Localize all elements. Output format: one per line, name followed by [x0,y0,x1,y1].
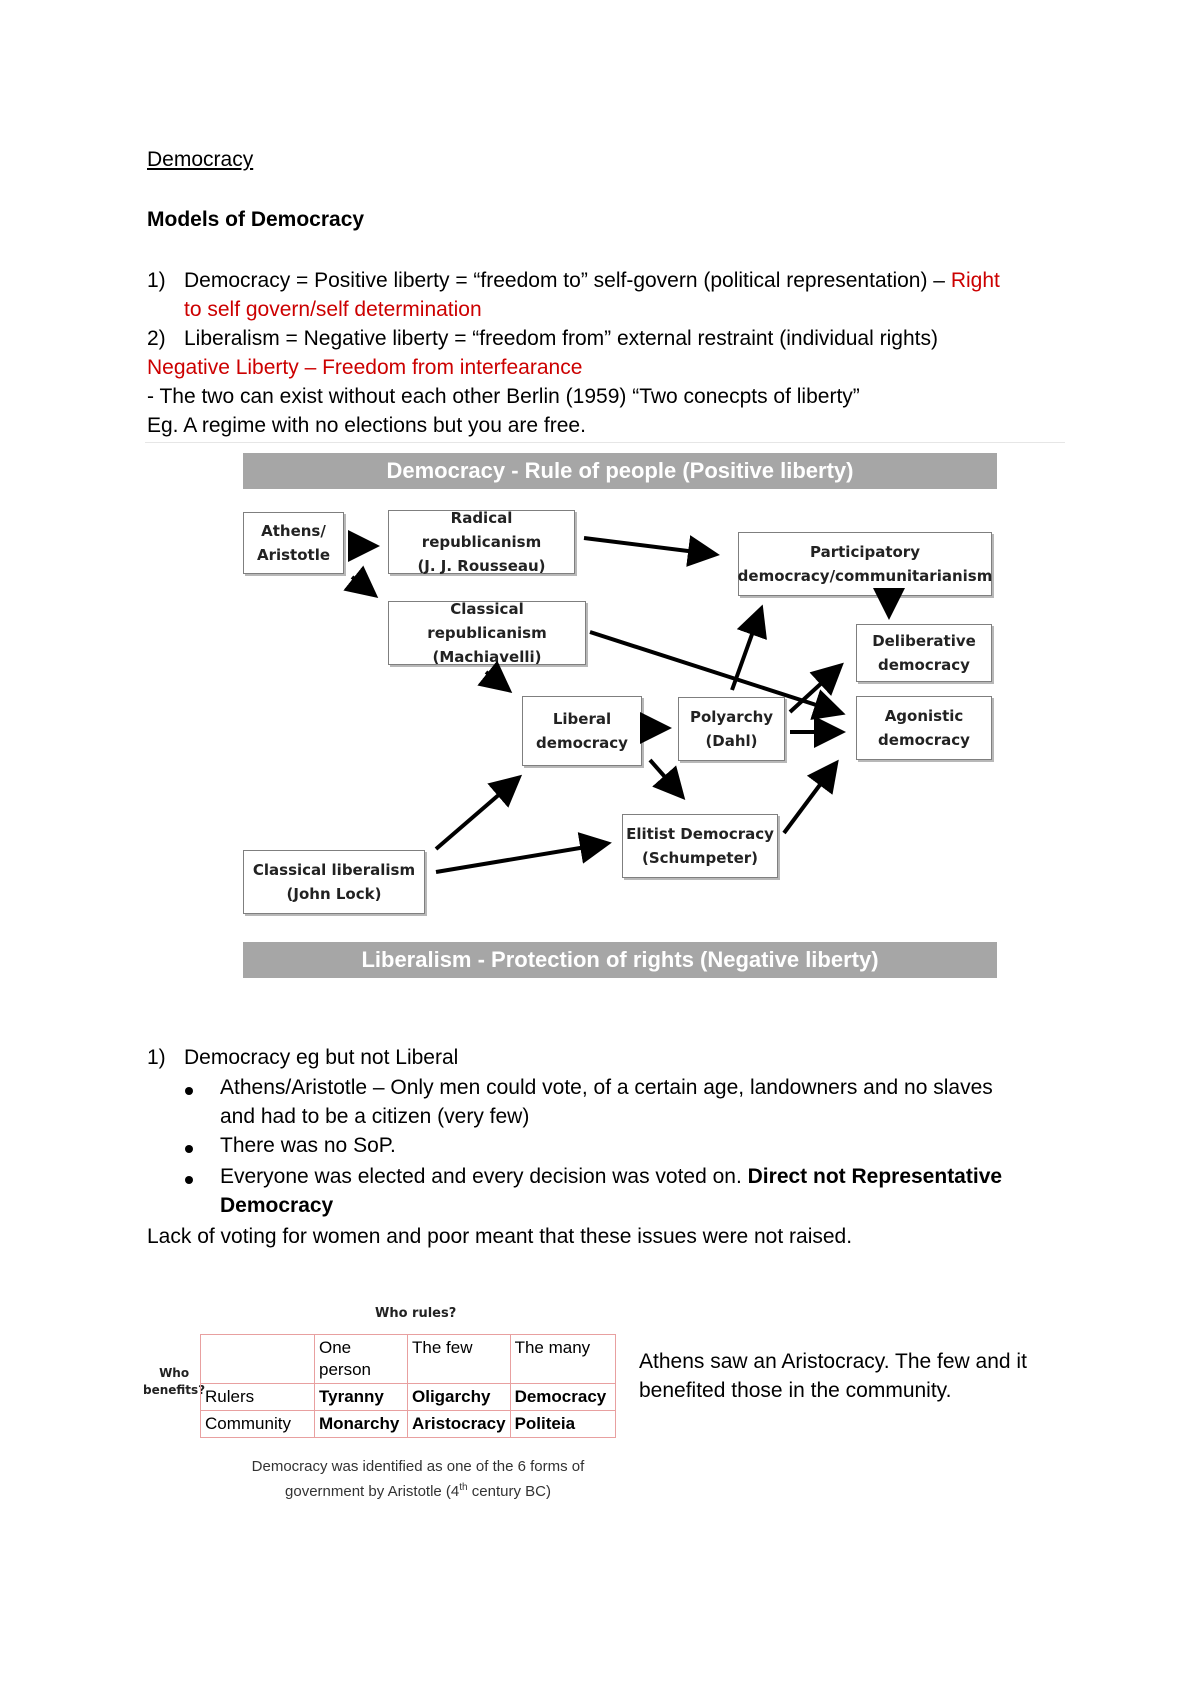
section2-heading [147,1043,458,1072]
list-number: 1) [147,269,166,292]
list-item-2 [147,324,938,353]
table-cell: Rulers [201,1384,315,1411]
section2-heading-text: Democracy eg but not Liberal [184,1046,459,1069]
table-cell: The many [510,1335,615,1384]
bullet-1-line-1: Athens/Aristotle – Only men could vote, of a certain age, landowners and no slaves [220,1076,993,1099]
table-caption: Democracy was identified as one of the 6 forms of government by Aristotle (4th century BC) [251,1458,585,1500]
table-cell: Community [201,1411,315,1438]
negative-liberty-line: Negative Liberty – Freedom from interfearance [147,356,583,379]
node-classical-liberalism: Classical liberalism (John Lock) [243,850,425,914]
arrow-elitist-agonistic [784,766,834,833]
bullet-3-bold: Direct not Representative [747,1165,1003,1188]
table-cell [201,1335,315,1384]
side-note: Athens saw an Aristocracy. The few and it benefited those in the community. [639,1350,1027,1402]
page-title: Democracy [147,148,254,171]
node-liberal-democracy: Liberal democracy [522,696,642,766]
node-elitist: Elitist Democracy (Schumpeter) [622,814,778,878]
divider [145,442,1065,443]
bullet-3-text: Everyone was elected and every decision was voted on. [220,1165,748,1188]
bullet-2: There was no SoP. [220,1134,396,1157]
node-radical-republicanism: Radical republicanism (J. J. Rousseau) [388,510,575,574]
arrow-classical-lib-elitist [436,844,604,872]
table-cell: Democracy [510,1384,615,1411]
node-agonistic: Agonistic democracy [856,696,992,760]
list-number: 1) [147,1046,166,1069]
red-continuation: to self govern/self determination [184,298,482,321]
node-deliberative: Deliberative democracy [856,624,992,682]
red-text: Right [950,269,1000,292]
arrow-classical-lib-liberal [436,780,516,849]
list-text: Liberalism = Negative liberty = “freedom from” external restraint (individual rights) [184,327,938,350]
bullet-3-line-2: Democracy [220,1194,334,1217]
table-row [201,1384,616,1411]
list-number: 2) [147,327,166,350]
forms-of-government-table [200,1334,616,1438]
bullet-1-line-2: and had to be a citizen (very few) [220,1105,530,1128]
table-row [201,1335,616,1384]
table-cell: The few [408,1335,511,1384]
arrow-polyarchy-participatory [732,612,760,690]
table-cell: Politeia [510,1411,615,1438]
banner-positive-liberty: Democracy - Rule of people (Positive liberty) [243,453,997,489]
bullet-icon [185,1176,193,1184]
section-heading: Models of Democracy [147,208,365,231]
list-item-1 [147,266,1000,295]
table-cell: Tyranny [315,1384,408,1411]
node-participatory: Participatory democracy/communitarianism [738,532,992,596]
bullet-icon [185,1087,193,1095]
table-cell: One person [315,1335,408,1384]
node-polyarchy: Polyarchy (Dahl) [678,697,785,761]
example-line: Eg. A regime with no elections but you are free. [147,414,586,437]
berlin-line: - The two can exist without each other Berlin (1959) “Two conecpts of liberty” [147,385,860,408]
table-row [201,1411,616,1438]
who-rules-label: Who rules? [375,1306,457,1321]
node-classical-republicanism: Classical republicanism (Machiavelli) [388,601,586,665]
bullet-icon [185,1145,193,1153]
conclusion: Lack of voting for women and poor meant that these issues were not raised. [147,1225,853,1248]
banner-negative-liberty: Liberalism - Protection of rights (Negative liberty) [243,942,997,978]
list-text: Democracy = Positive liberty = “freedom to” self-govern (political representation) – [184,269,951,292]
node-athens: Athens/ Aristotle [243,512,344,574]
table-cell: Aristocracy [408,1411,511,1438]
arrow-classical-rep-liberal [486,672,506,688]
table-cell: Oligarchy [408,1384,511,1411]
who-benefits-label: Who benefits? [143,1366,206,1397]
table-cell: Monarchy [315,1411,408,1438]
bullet-3-line-1 [220,1162,1002,1191]
arrow-liberal-elitist [650,760,680,794]
arrow-radical-participatory [584,538,712,554]
arrow-polyarchy-deliberative [790,668,838,712]
arrow-athens-classical-rep [352,577,372,593]
